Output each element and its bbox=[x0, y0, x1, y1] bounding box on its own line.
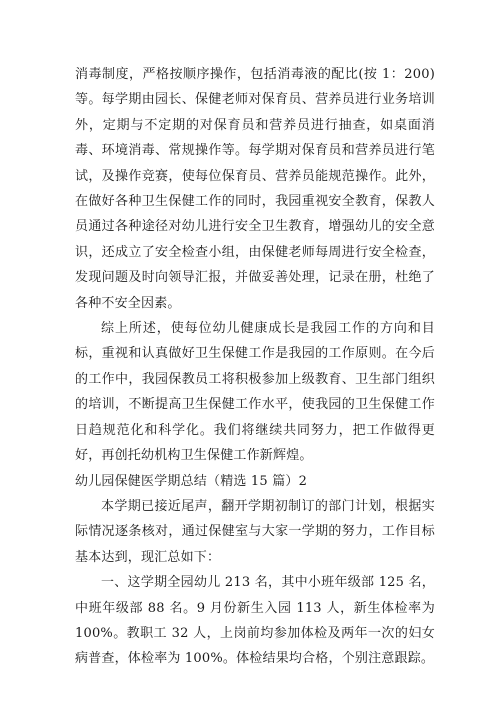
paragraph-enrollment: 一、这学期全园幼儿 213 名，其中小班年级部 125 名，中班年级部 88 名。9 月份新生入园 113 人，新生体检率为 100%。教职工 32 人，上岗前均参加体检及两年一次的妇女病普查，体检率为 100%。体检结果均合格，个别注意跟踪。 bbox=[75, 575, 435, 667]
section-heading: 幼儿园保健医学期总结（精选 15 篇）2 bbox=[75, 473, 308, 489]
document-body bbox=[75, 62, 435, 672]
paragraph-intro: 本学期已接近尾声，翻开学期初制订的部门计划，根据实际情况逐条核对，通过保健室与大家一学期的努力，工作目标基本达到，现汇总如下： bbox=[75, 498, 435, 565]
paragraph-summary: 综上所述，使每位幼儿健康成长是我园工作的方向和目标，重视和认真做好卫生保健工作是我园的工作原则。在今后的工作中，我园保教员工将积极参加上级教育、卫生部门组织的培训，不断提高卫生保健工作水平，使我园的卫生保健工作日趋规范化和科学化。我们将继续共同努力，把工作做得更好，再创托幼机构卫生保健工作新辉煌。 bbox=[75, 321, 435, 464]
paragraph-hygiene-continuation: 消毒制度，严格按顺序操作，包括消毒液的配比(按 1：200)等。每学期由园长、保健老师对保育员、营养员进行业务培训外，定期与不定期的对保育员和营养员进行抽查，如桌面消毒、环境消毒、常规操作等。每学期对保育员和营养员进行笔试，及操作竞赛，使每位保育员、营养员能规范操作。此外，在做好各种卫生保健工作的同时，我园重视安全教育，保教人员通过各种途径对幼儿进行安全卫生教育，增强幼儿的安全意识，还成立了安全检查小组，由保健老师每周进行安全检查，发现问题及时向领导汇报，并做妥善处理，记录在册，杜绝了各种不安全因素。 bbox=[75, 67, 435, 311]
